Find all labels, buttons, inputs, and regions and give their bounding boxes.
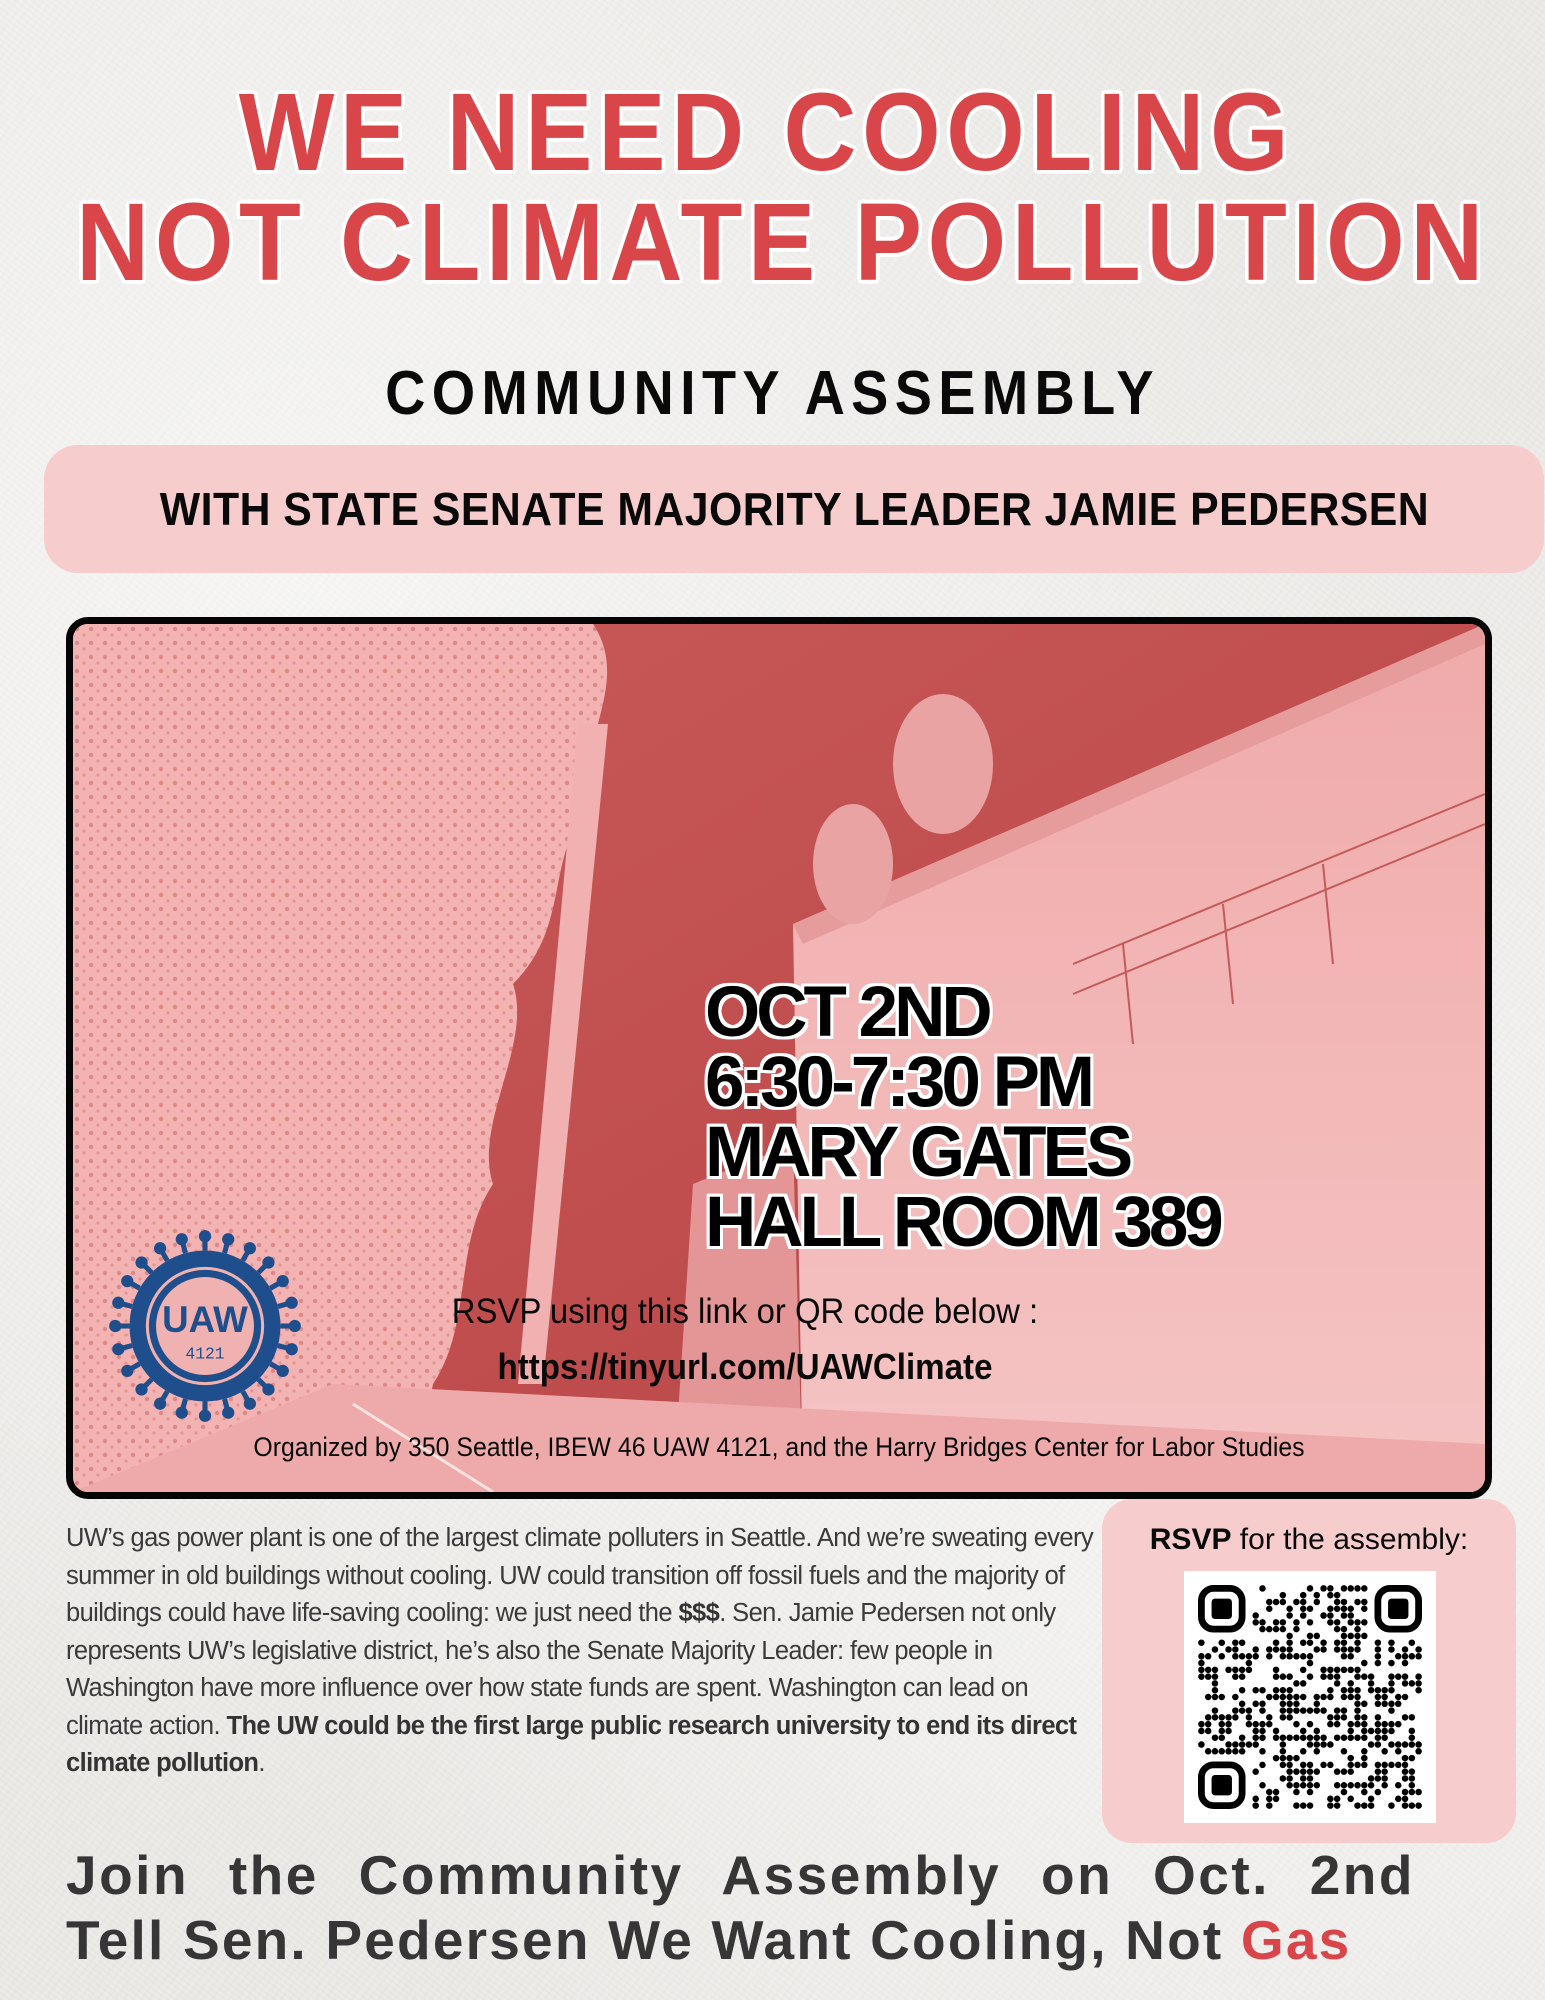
headline-line-2: NOT CLIMATE POLLUTION bbox=[76, 181, 1489, 304]
seal-figure-body bbox=[243, 1391, 250, 1403]
body-money-emphasis: $$$ bbox=[678, 1599, 720, 1627]
qr-code-frame[interactable] bbox=[1184, 1571, 1436, 1823]
uaw-logo-name: UAW bbox=[162, 1299, 248, 1341]
rsvp-instruction: RSVP using this link or QR code below : bbox=[451, 1292, 1039, 1331]
event-venue-line-1: MARY GATES bbox=[705, 1113, 1130, 1192]
rsvp-qr-card bbox=[1102, 1499, 1516, 1843]
seal-figure-body bbox=[243, 1248, 250, 1260]
seal-figure-body bbox=[278, 1346, 292, 1350]
qr-card-title bbox=[1102, 1523, 1516, 1557]
uaw-seal-icon bbox=[103, 1224, 307, 1428]
seal-figure-body bbox=[278, 1303, 292, 1307]
seal-figure-body bbox=[127, 1281, 139, 1288]
seal-figure-body bbox=[118, 1303, 132, 1307]
seal-figure-body bbox=[182, 1399, 186, 1413]
seal-figure-body bbox=[270, 1281, 282, 1288]
seal-figure-body bbox=[127, 1364, 139, 1371]
seal-figure-body bbox=[258, 1263, 268, 1273]
seal-figure-body bbox=[270, 1364, 282, 1371]
headline-line-1: WE NEED COOLING bbox=[238, 71, 1295, 194]
seal-figure-body bbox=[258, 1379, 268, 1389]
body-text-part-2: . Sen. Jamie Pedersen not only represents UW’s legislative district, he’s also the Senate Majority Leader: few people in Washington have more influence over how state funds are spent. Washington can lead on climate action. bbox=[66, 1599, 1056, 1740]
qr-code-icon[interactable] bbox=[1184, 1571, 1436, 1823]
event-details bbox=[705, 973, 1220, 1262]
call-to-action-line-2 bbox=[66, 1910, 1466, 1970]
cta-accent-word: Gas bbox=[1240, 1909, 1352, 1971]
event-time: 6:30-7:30 PM bbox=[705, 1043, 1092, 1122]
body-text-part-1: UW’s gas power plant is one of the largest climate polluters in Seattle. And we’re sweating every summer in old buildings without cooling. UW could transition off fossil fuels and the majority of buildings could have life-saving cooling: we just need the bbox=[66, 1524, 1094, 1627]
qr-title-rest: for the assembly: bbox=[1231, 1523, 1469, 1556]
qr-title-bold: RSVP bbox=[1149, 1523, 1232, 1556]
seal-figure-body bbox=[142, 1263, 152, 1273]
seal-figure-body bbox=[160, 1248, 167, 1260]
seal-figure-body bbox=[182, 1239, 186, 1253]
guest-banner bbox=[44, 445, 1544, 573]
seal-figure-body bbox=[225, 1239, 229, 1253]
cta-line-2-text: Tell Sen. Pedersen We Want Cooling, Not bbox=[66, 1909, 1241, 1971]
event-photo-panel bbox=[66, 617, 1492, 1499]
seal-figure-body bbox=[118, 1346, 132, 1350]
guest-banner-text: WITH STATE SENATE MAJORITY LEADER JAMIE PEDERSEN bbox=[159, 483, 1429, 535]
body-end-punctuation: . bbox=[258, 1749, 265, 1777]
event-date: OCT 2ND bbox=[705, 973, 989, 1052]
event-venue-line-2: HALL ROOM 389 bbox=[705, 1183, 1220, 1262]
subheadline: COMMUNITY ASSEMBLY bbox=[385, 359, 1160, 428]
body-paragraph bbox=[66, 1520, 1106, 1783]
seal-figure-body bbox=[160, 1391, 167, 1403]
organizers-credit: Organized by 350 Seattle, IBEW 46 UAW 4121, and the Harry Bridges Center for Labor Studies bbox=[253, 1432, 1305, 1462]
uaw-logo-local: 4121 bbox=[185, 1344, 225, 1364]
call-to-action-line-1: Join the Community Assembly on Oct. 2nd bbox=[66, 1844, 1415, 1906]
rsvp-link[interactable]: https://tinyurl.com/UAWClimate bbox=[497, 1346, 993, 1387]
seal-figure-body bbox=[142, 1379, 152, 1389]
seal-figure-body bbox=[225, 1399, 229, 1413]
body-closing-statement: The UW could be the first large public research university to end its direct climate pollution bbox=[66, 1711, 1077, 1777]
